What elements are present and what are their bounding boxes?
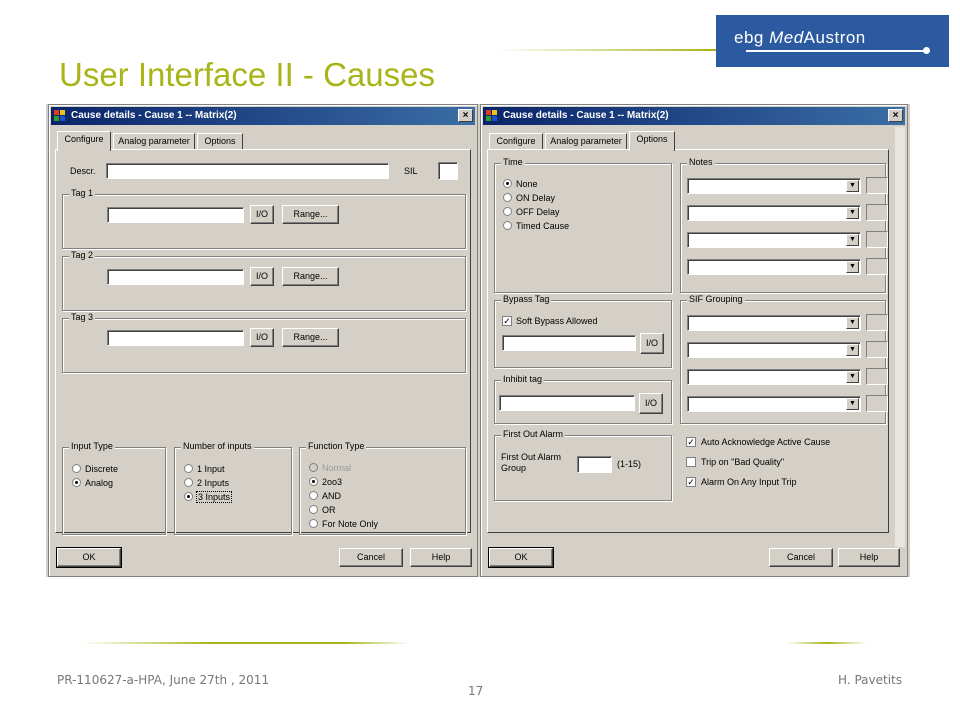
close-button[interactable]: × (888, 109, 903, 122)
tab-panel-options (487, 149, 889, 533)
first-out-group-label: First Out Alarm (501, 452, 562, 462)
dialog-titlebar (51, 107, 475, 125)
function-2oo3-radio[interactable] (309, 477, 318, 486)
inhibit-tag-title: Inhibit tag (503, 374, 543, 384)
note-1-color[interactable] (866, 177, 888, 194)
three-inputs-radio[interactable] (184, 492, 193, 501)
input-type-group (62, 441, 166, 535)
sif-4-dropdown[interactable] (687, 396, 861, 412)
logo-dot (923, 47, 930, 54)
function-and-label: AND (322, 491, 342, 501)
first-out-alarm-title: First Out Alarm (503, 429, 564, 439)
time-none-radio[interactable] (503, 179, 512, 188)
number-of-inputs-group (174, 441, 292, 535)
input-type-title: Input Type (71, 441, 113, 451)
dialogs-screenshot (46, 104, 910, 577)
time-none-label: None (516, 179, 538, 189)
input-type-discrete-radio[interactable] (72, 464, 81, 473)
tag-1-range-button[interactable]: Range... (282, 205, 339, 224)
tab-options[interactable]: Options (629, 131, 675, 151)
note-3-color[interactable] (866, 231, 888, 248)
ok-button[interactable]: OK (57, 548, 121, 567)
note-4-dropdown[interactable] (687, 259, 861, 275)
first-out-alarm-group (494, 429, 672, 501)
chevron-down-icon: ▼ (846, 180, 859, 192)
cause-details-dialog-options (480, 104, 908, 577)
chevron-down-icon: ▼ (846, 261, 859, 273)
chevron-down-icon: ▼ (846, 398, 859, 410)
cancel-button[interactable]: Cancel (769, 548, 833, 567)
tag-2-io-button[interactable]: I/O (250, 267, 274, 286)
soft-bypass-checkbox[interactable]: ✓ (503, 316, 511, 326)
cancel-button[interactable]: Cancel (339, 548, 403, 567)
time-on-delay-label: ON Delay (516, 193, 556, 203)
footer-accent-line-right (787, 642, 867, 644)
sif-1-dropdown[interactable] (687, 315, 861, 331)
time-group (494, 157, 672, 293)
vertical-scrollbar[interactable] (895, 127, 905, 547)
alarm-any-input-checkbox[interactable]: ✓ (687, 477, 695, 487)
chevron-down-icon: ▼ (846, 371, 859, 383)
time-timed-cause-label: Timed Cause (516, 221, 570, 231)
inhibit-tag-input[interactable] (499, 395, 635, 411)
sif-4-color[interactable] (866, 395, 888, 412)
bypass-io-button[interactable]: I/O (640, 333, 664, 354)
note-1-dropdown[interactable] (687, 178, 861, 194)
function-type-group (299, 441, 466, 535)
tag-3-group (62, 312, 466, 373)
function-or-radio[interactable] (309, 505, 318, 514)
chevron-down-icon: ▼ (846, 317, 859, 329)
time-timed-cause-radio[interactable] (503, 221, 512, 230)
notes-group (680, 157, 886, 293)
app-icon (486, 110, 499, 122)
tab-options[interactable]: Options (197, 133, 243, 150)
logo-text: ebg MedAustron (734, 28, 866, 47)
tab-analog-parameter[interactable]: Analog parameter (113, 133, 195, 150)
sif-grouping-title: SIF Grouping (689, 294, 743, 304)
function-or-label: OR (322, 505, 336, 515)
notes-title: Notes (689, 157, 713, 167)
alarm-any-input-label: Alarm On Any Input Trip (701, 477, 797, 487)
footer-author: H. Pavetits (838, 673, 902, 687)
bypass-tag-input[interactable] (502, 335, 636, 351)
first-out-group-input[interactable] (577, 456, 612, 473)
chevron-down-icon: ▼ (846, 207, 859, 219)
sif-2-color[interactable] (866, 341, 888, 358)
tag-3-input[interactable] (107, 330, 244, 346)
tab-configure[interactable]: Configure (489, 133, 543, 150)
chevron-down-icon: ▼ (846, 344, 859, 356)
sil-input[interactable] (438, 162, 458, 180)
tag-1-group (62, 188, 466, 249)
auto-acknowledge-checkbox[interactable]: ✓ (687, 437, 695, 447)
one-input-label: 1 Input (197, 464, 225, 474)
tag-2-title: Tag 2 (71, 250, 94, 260)
two-inputs-label: 2 Inputs (197, 478, 230, 488)
function-type-title: Function Type (308, 441, 365, 451)
footer-document-id: PR-110627-a-HPA, June 27th , 2011 (57, 673, 270, 687)
dialog-title: Cause details - Cause 1 -- Matrix(2) (71, 110, 237, 121)
header-accent-line (497, 49, 716, 51)
time-on-delay-radio[interactable] (503, 193, 512, 202)
input-type-analog-label: Analog (85, 478, 114, 488)
sif-3-dropdown[interactable] (687, 369, 861, 385)
sif-3-color[interactable] (866, 368, 888, 385)
sif-grouping-group (680, 294, 886, 424)
inhibit-io-button[interactable]: I/O (639, 393, 663, 414)
one-input-radio[interactable] (184, 464, 193, 473)
time-off-delay-radio[interactable] (503, 207, 512, 216)
function-normal-label: Normal (322, 463, 352, 473)
tag-3-range-button[interactable]: Range... (282, 328, 339, 347)
tag-1-io-button[interactable]: I/O (250, 205, 274, 224)
close-button[interactable]: × (458, 109, 473, 122)
time-off-delay-label: OFF Delay (516, 207, 560, 217)
time-title: Time (503, 157, 523, 167)
descr-input[interactable] (106, 163, 389, 179)
tag-1-input[interactable] (107, 207, 244, 223)
note-4-color[interactable] (866, 258, 888, 275)
dialog-titlebar (483, 107, 905, 125)
help-button[interactable]: Help (838, 548, 900, 567)
function-for-note-only-label: For Note Only (322, 519, 379, 529)
bypass-tag-group (494, 294, 672, 368)
tag-3-title: Tag 3 (71, 312, 94, 322)
tab-configure[interactable]: Configure (57, 131, 111, 151)
note-3-dropdown[interactable] (687, 232, 861, 248)
tab-panel-configure (55, 149, 471, 533)
ok-button[interactable]: OK (489, 548, 553, 567)
tag-1-title: Tag 1 (71, 188, 94, 198)
trip-bad-quality-label: Trip on "Bad Quality" (701, 457, 785, 467)
note-2-color[interactable] (866, 204, 888, 221)
function-2oo3-label: 2oo3 (322, 477, 343, 487)
input-type-discrete-label: Discrete (85, 464, 119, 474)
tab-analog-parameter[interactable]: Analog parameter (545, 133, 627, 150)
brand-logo (716, 15, 949, 67)
cause-details-dialog-configure (48, 104, 478, 577)
note-2-dropdown[interactable] (687, 205, 861, 221)
page-number: 17 (468, 684, 484, 698)
footer-accent-line-left (80, 642, 410, 644)
function-and-radio[interactable] (309, 491, 318, 500)
tag-2-group (62, 250, 466, 311)
first-out-group-label-2: Group (501, 463, 527, 473)
trip-bad-quality-checkbox[interactable] (686, 457, 696, 467)
app-icon (54, 110, 67, 122)
dialog-title: Cause details - Cause 1 -- Matrix(2) (503, 110, 669, 121)
number-of-inputs-title: Number of inputs (183, 441, 252, 451)
first-out-range-hint: (1-15) (617, 459, 642, 469)
sil-label: SIL (404, 166, 418, 176)
inhibit-tag-group (494, 374, 672, 424)
slide-title: User Interface II - Causes (59, 56, 435, 93)
sif-2-dropdown[interactable] (687, 342, 861, 358)
bypass-tag-title: Bypass Tag (503, 294, 550, 304)
input-type-analog-radio[interactable] (72, 478, 81, 487)
help-button[interactable]: Help (410, 548, 472, 567)
three-inputs-label: 3 Inputs (198, 492, 231, 502)
function-for-note-only-radio[interactable] (309, 519, 318, 528)
tag-3-io-button[interactable]: I/O (250, 328, 274, 347)
tag-2-input[interactable] (107, 269, 244, 285)
tag-2-range-button[interactable]: Range... (282, 267, 339, 286)
chevron-down-icon: ▼ (846, 234, 859, 246)
auto-acknowledge-label: Auto Acknowledge Active Cause (701, 437, 831, 447)
two-inputs-radio[interactable] (184, 478, 193, 487)
sif-1-color[interactable] (866, 314, 888, 331)
function-normal-radio[interactable] (309, 463, 318, 472)
descr-label: Descr. (70, 166, 96, 176)
soft-bypass-label: Soft Bypass Allowed (516, 316, 598, 326)
logo-underline (746, 50, 926, 52)
